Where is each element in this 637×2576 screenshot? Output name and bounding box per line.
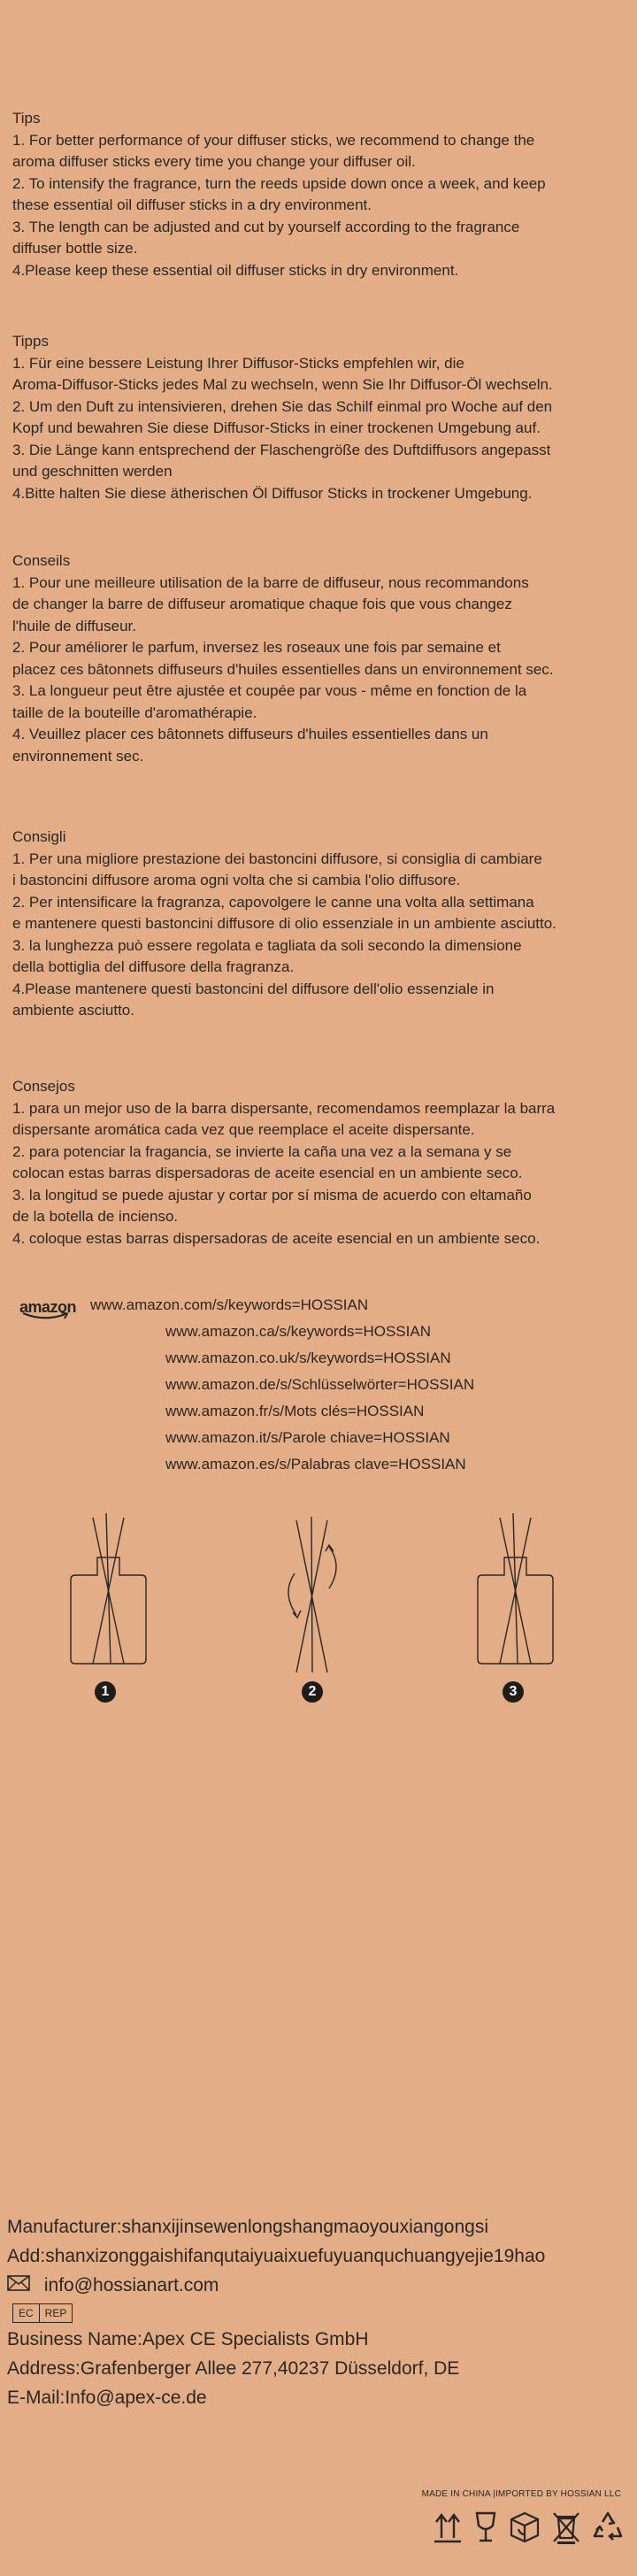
- amazon-link-fr[interactable]: www.amazon.fr/s/Mots clés=HOSSIAN: [165, 1403, 425, 1419]
- ec-label: EC: [12, 2303, 40, 2323]
- email-row: [7, 2271, 626, 2300]
- section-heading: Consejos: [12, 1078, 75, 1095]
- manufacturer-name: Manufacturer:shanxijinsewenlongshangmaoyouxiangongsi: [7, 2217, 489, 2237]
- text-line: 2. Per intensificare la fragranza, capovolgere le canne una volta alla settimana: [12, 893, 534, 911]
- section-heading: Tips: [12, 110, 41, 127]
- amazon-logo-text: amazon: [19, 1298, 77, 1316]
- manufacturer-address: Add:shanxizonggaishifanqutaiyuaixuefuyuanquchuangyejie19hao: [7, 2246, 546, 2266]
- packaging-symbols: [432, 2510, 625, 2545]
- text-line: und geschnitten werden: [12, 463, 173, 480]
- amazon-link-ca[interactable]: www.amazon.ca/s/keywords=HOSSIAN: [165, 1323, 431, 1340]
- text-line: ambiente asciutto.: [12, 1002, 134, 1019]
- tips-spanish: [12, 1076, 625, 1250]
- ec-rep-label: [12, 2303, 626, 2323]
- text-line: 1. Per una migliore prestazione dei bastoncini diffusore, si consiglia di cambiare: [12, 850, 542, 867]
- text-line: diffuser bottle size.: [12, 240, 138, 257]
- envelope-icon: [7, 2275, 30, 2291]
- section-heading: Conseils: [12, 552, 71, 569]
- fragile-glass-icon: [472, 2510, 499, 2545]
- text-line: 3. la longitud se puede ajustar y cortar por sí misma de acuerdo con eltamaño: [12, 1186, 532, 1203]
- business-email[interactable]: E-Mail:Info@apex-ce.de: [7, 2388, 207, 2408]
- text-line: 3. Die Länge kann entsprechend der Flaschengröße des Duftdiffusors angepasst: [12, 441, 551, 458]
- recyclable-package-icon: [508, 2510, 541, 2545]
- text-line: e mantenere questi bastoncini diffusore di olio essenziale in un ambiente asciutto.: [12, 915, 556, 932]
- text-line: 4. Veuillez placer ces bâtonnets diffuseurs d'huiles essentielles dans un: [12, 726, 488, 742]
- text-line: 1. Für eine bessere Leistung Ihrer Diffusor-Sticks empfehlen wir, die: [12, 354, 464, 372]
- text-line: Kopf und bewahren Sie diese Diffusor-Sticks in einer trockenen Umgebung auf.: [12, 419, 541, 436]
- text-line: 1. For better performance of your diffuser sticks, we recommend to change the: [12, 131, 535, 149]
- text-line: these essential oil diffuser sticks in a dry environment.: [12, 196, 372, 213]
- text-line: i bastoncini diffusore aroma ogni volta che si cambia l'olio diffusore.: [12, 872, 461, 888]
- manufacturer-info: [7, 2212, 626, 2412]
- text-line: taille de la bouteille d'aromathérapie.: [12, 704, 257, 721]
- text-line: 4.Please keep these essential oil diffuser sticks in dry environment.: [12, 261, 459, 279]
- made-in-label: MADE IN CHINA |IMPORTED BY HOSSIAN LLC: [421, 2489, 621, 2499]
- this-way-up-icon: [432, 2510, 464, 2545]
- contact-email[interactable]: info@hossianart.com: [43, 2275, 219, 2295]
- text-line: environnement sec.: [12, 747, 144, 765]
- text-line: 2. Um den Duft zu intensivieren, drehen Sie das Schilf einmal pro Woche auf den: [12, 397, 553, 415]
- amazon-link-uk[interactable]: www.amazon.co.uk/s/keywords=HOSSIAN: [165, 1350, 451, 1366]
- amazon-logo: [19, 1294, 76, 1320]
- text-line: 3. la lunghezza può essere regolata e tagliata da soli secondo la dimensione: [12, 936, 522, 954]
- amazon-link-es[interactable]: www.amazon.es/s/Palabras clave=HOSSIAN: [165, 1456, 466, 1473]
- amazon-link-it[interactable]: www.amazon.it/s/Parole chiave=HOSSIAN: [165, 1429, 450, 1446]
- weee-bin-icon: [550, 2510, 582, 2545]
- recycle-icon: [591, 2510, 625, 2545]
- business-address: Address:Grafenberger Allee 277,40237 Düsseldorf, DE: [7, 2358, 460, 2379]
- text-line: 2. Pour améliorer le parfum, inversez les roseaux une fois par semaine et: [12, 639, 501, 656]
- text-line: placez ces bâtonnets diffuseurs d'huiles essentielles dans un environnement sec.: [12, 660, 554, 678]
- rep-label: REP: [40, 2303, 73, 2323]
- tips-italian: [12, 827, 625, 1022]
- amazon-store-links: [19, 1292, 621, 1478]
- text-line: de changer la barre de diffuseur aromatique chaque fois que vous changez: [12, 596, 512, 612]
- text-line: 1. para un mejor uso de la barra dispersante, recomendamos reemplazar la barra: [12, 1099, 556, 1117]
- text-line: 2. para potenciar la fragancia, se invierte la caña una vez a la semana y se: [12, 1142, 512, 1160]
- text-line: 3. The length can be adjusted and cut by yourself according to the fragrance: [12, 218, 520, 235]
- section-heading: Consigli: [12, 828, 66, 845]
- bottle-with-reeds-icon: [478, 1513, 553, 1664]
- step-number-3: 3: [503, 1681, 524, 1703]
- text-line: de la botella de incienso.: [12, 1208, 179, 1225]
- text-line: 3. La longueur peut être ajustée et coupée par vous - même en fonction de la: [12, 682, 527, 699]
- amazon-link-us[interactable]: www.amazon.com/s/keywords=HOSSIAN: [90, 1296, 369, 1313]
- text-line: dispersante aromática cada vez que reemplace el aceite dispersante.: [12, 1121, 475, 1138]
- tips-french: [12, 550, 625, 767]
- flip-reeds-icon: [288, 1517, 336, 1672]
- step-number-1: 1: [95, 1681, 116, 1703]
- amazon-smile-icon: [21, 1311, 71, 1320]
- text-line: l'huile de diffuseur.: [12, 617, 136, 634]
- tips-german: [12, 331, 625, 504]
- text-line: aroma diffuser sticks every time you change your diffuser oil.: [12, 153, 416, 170]
- text-line: 4.Please mantenere questi bastoncini del diffusore dell'olio essenziale in: [12, 980, 495, 997]
- text-line: Aroma-Diffusor-Sticks jedes Mal zu wechseln, wenn Sie Ihr Diffusor-Öl wechseln.: [12, 376, 553, 393]
- text-line: 2. To intensify the fragrance, turn the reeds upside down once a week, and keep: [12, 174, 546, 192]
- text-line: della bottiglia del diffusore della fragranza.: [12, 958, 295, 975]
- amazon-link-de[interactable]: www.amazon.de/s/Schlüsselwörter=HOSSIAN: [165, 1376, 475, 1393]
- tips-english: [12, 108, 625, 281]
- diagram-illustrations: [0, 1504, 637, 1699]
- text-line: colocan estas barras dispersadoras de aceite esencial en un ambiente seco.: [12, 1165, 523, 1181]
- bottle-with-reeds-icon: [71, 1513, 146, 1664]
- step-number-2: 2: [302, 1681, 323, 1703]
- usage-diagrams: [0, 1504, 637, 1734]
- text-line: 4. coloque estas barras dispersadoras de aceite esencial en un ambiente seco.: [12, 1229, 541, 1247]
- section-heading: Tipps: [12, 333, 49, 350]
- text-line: 4.Bitte halten Sie diese ätherischen Öl Diffusor Sticks in trockener Umgebung.: [12, 484, 533, 502]
- business-name: Business Name:Apex CE Specialists GmbH: [7, 2329, 369, 2349]
- text-line: 1. Pour une meilleure utilisation de la barre de diffuseur, nous recommandons: [12, 573, 529, 591]
